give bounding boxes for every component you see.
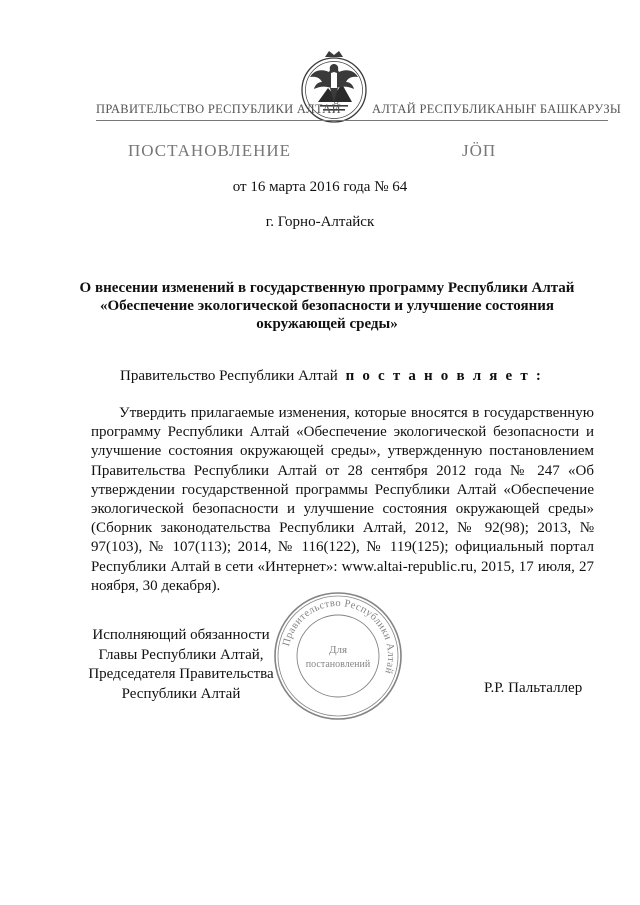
letterhead-rule: [96, 120, 608, 121]
preamble-verb: п о с т а н о в л я е т :: [345, 368, 544, 384]
document-type-altai: JӦП: [462, 141, 497, 160]
official-stamp: [272, 590, 404, 722]
stamp-center-line: постановлений: [305, 659, 371, 670]
title-line: О внесении изменений в государственную программу Республики Алтай: [79, 280, 575, 296]
document-city: г. Горно-Алтайск: [265, 214, 375, 230]
resolution-body-paragraph: Утвердить прилагаемые изменения, которые вносятся в государственную программу Республики Алтай «Обеспечение экологической безопасности и улучшение состояния окружающей среды», утвержденную постановлением Правительства Республики Алтай от 28 сентября 2012 года № 247 «Об утверждении государственной программы Республики Алтай «Обеспечение экологической безопасности и улучшение состояния окружающей среды» (Сборник законодательства Республики Алтай, 2012, № 92(98); 2013, № 97(103), № 107(113); 2014, № 116(122), № 119(125); официальный портал Республики Алтай в сети «Интернет»: www.altai-republic.ru, 2015, 17 июля, 27 ноября, 30 декабря).: [91, 405, 594, 594]
title-line: «Обеспечение экологической безопасности и улучшение состояния: [100, 298, 554, 314]
preamble: [120, 368, 543, 385]
document-type-russian: ПОСТАНОВЛЕНИЕ: [128, 141, 292, 160]
stamp-rings: [275, 593, 401, 719]
stamp-center-line: Для: [328, 644, 348, 656]
signatory-position-line: Республики Алтай: [121, 685, 241, 702]
signatory-name: Р.Р. Пальталлер: [484, 680, 583, 696]
preamble-subject: Правительство Республики Алтай: [120, 368, 338, 384]
title-line: окружающей среды»: [256, 316, 398, 332]
government-name-altai: АЛТАЙ РЕСПУБЛИКАНЫҤ БАШКАРУЗЫ: [372, 102, 622, 116]
document-date-number: от 16 марта 2016 года № 64: [232, 179, 408, 195]
government-name-russian: ПРАВИТЕЛЬСТВО РЕСПУБЛИКИ АЛТАЙ: [96, 102, 341, 116]
signatory-position: [88, 626, 274, 704]
signatory-position-line: Главы Республики Алтай,: [98, 646, 264, 663]
document-title: [70, 279, 584, 333]
stamp-ring-text: Правительство Республики Алтай: [281, 597, 397, 676]
signatory-position-line: Председателя Правительства: [88, 666, 274, 682]
signatory-position-line: Исполняющий обязанности: [92, 627, 270, 643]
